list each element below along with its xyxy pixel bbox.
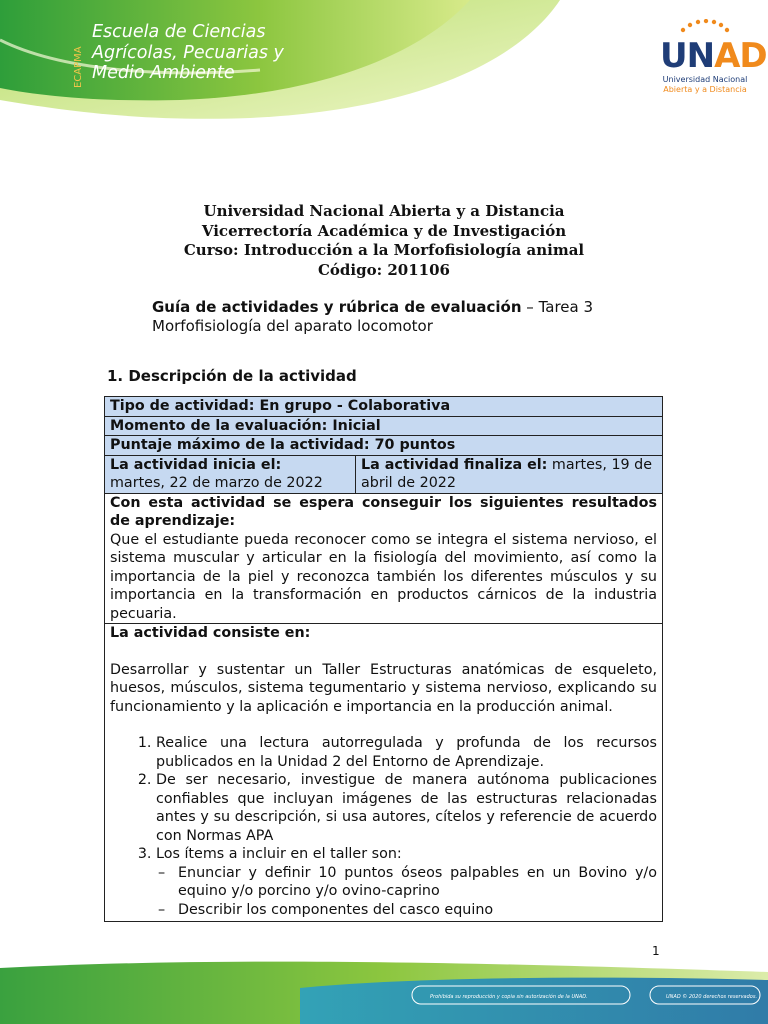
header-line: Vicerrectoría Académica y de Investigación xyxy=(201,221,567,240)
school-line: Agrícolas, Pecuarias y xyxy=(92,42,284,63)
activity-table xyxy=(104,396,663,922)
subitems-list xyxy=(156,864,657,920)
logo-subtitle: Abierta y a Distancia xyxy=(663,85,747,94)
header-line: Código: 201106 xyxy=(317,260,450,279)
activity-description-heading: La actividad consiste en: xyxy=(110,625,311,641)
list-item: 2. De ser necesario, investigue de manera autónoma publicaciones confiables que incluyan imágenes de las estructuras relacionadas antes y su descripción, si usa autores, cítelos y referencie de acuerdo con Normas APA xyxy=(156,771,657,845)
end-date-value: martes, 19 de abril de 2022 xyxy=(361,456,653,491)
activity-description-cell xyxy=(105,624,663,922)
ecapma-label xyxy=(66,26,86,90)
start-date-value: martes, 22 de marzo de 2022 xyxy=(110,475,323,491)
activity-description-text: Desarrollar y sustentar un Taller Estructuras anatómicas de esqueleto, huesos, músculos, sistema tegumentario y sistema nervioso, explicando su funcionamiento y la aplicación e importancia en la producción animal. xyxy=(110,661,657,715)
evaluation-moment: Momento de la evaluación: Inicial xyxy=(105,416,663,436)
school-line: Escuela de Ciencias xyxy=(92,22,266,42)
footer-notice: Prohibida su reproducción y copia sin autorización de la UNAD. xyxy=(430,994,588,1000)
guide-subtitle: Morfofisiología del aparato locomotor xyxy=(152,317,433,335)
learning-outcomes-text: Que el estudiante pueda reconocer como se integra el sistema nervioso, el sistema muscular y articular en la fisiología del movimiento, así como la importancia de la piel y reconozca también los diferentes músculos y su importancia en la transformación en productos cárnicos de la industria pecuaria. xyxy=(110,531,657,622)
activity-type: Tipo de actividad: En grupo - Colaborativa xyxy=(105,397,663,417)
logo-dots-icon xyxy=(675,19,735,33)
list-item: 1. Realice una lectura autorregulada y profunda de los recursos publicados en la Unidad 2 del Entorno de Aprendizaje. xyxy=(156,734,657,771)
start-date-label: La actividad inicia el: xyxy=(110,456,282,473)
guide-title xyxy=(152,298,593,336)
svg-text:ECAPMA: ECAPMA xyxy=(73,46,84,88)
school-line: Medio Ambiente xyxy=(92,63,235,83)
footer-banner xyxy=(0,958,768,1024)
list-item: – Enunciar y definir 10 puntos óseos palpables en un Bovino y/o equino y/o porcino y/o ovino-caprino xyxy=(178,864,657,901)
logo-wordmark: UNAD xyxy=(660,36,767,76)
guide-title-bold: Guía de actividades y rúbrica de evaluación xyxy=(152,298,522,316)
learning-outcomes-heading: Con esta actividad se espera conseguir los siguientes resultados de aprendizaje: xyxy=(110,494,657,529)
learning-outcomes-cell xyxy=(105,493,663,624)
max-score: Puntaje máximo de la actividad: 70 puntos xyxy=(105,436,663,456)
section-title: 1. Descripción de la actividad xyxy=(107,367,357,385)
guide-title-rest: – Tarea 3 xyxy=(521,298,594,316)
end-date-label: La actividad finaliza el: xyxy=(361,456,548,473)
footer-rights: UNAD © 2020 derechos reservados. xyxy=(666,994,758,1000)
list-item: – Describir los componentes del casco equino xyxy=(178,901,657,920)
document-header xyxy=(0,202,768,280)
header-line: Universidad Nacional Abierta y a Distancia xyxy=(203,202,565,220)
logo-subtitle: Universidad Nacional xyxy=(662,75,748,84)
steps-list xyxy=(110,734,657,919)
list-item: 3. Los ítems a incluir en el taller son: – Enunciar y definir 10 puntos óseos palpables en un Bovino y/o equino y/o porcino y/o ovino-caprino – Describir los componentes del casco equino xyxy=(156,845,657,919)
end-date-cell xyxy=(356,455,663,493)
page-number: 1 xyxy=(652,944,660,958)
unad-logo xyxy=(660,18,767,95)
header-line: Curso: Introducción a la Morfofisiología animal xyxy=(183,241,585,259)
school-name xyxy=(92,22,284,84)
start-date-cell xyxy=(105,455,356,493)
